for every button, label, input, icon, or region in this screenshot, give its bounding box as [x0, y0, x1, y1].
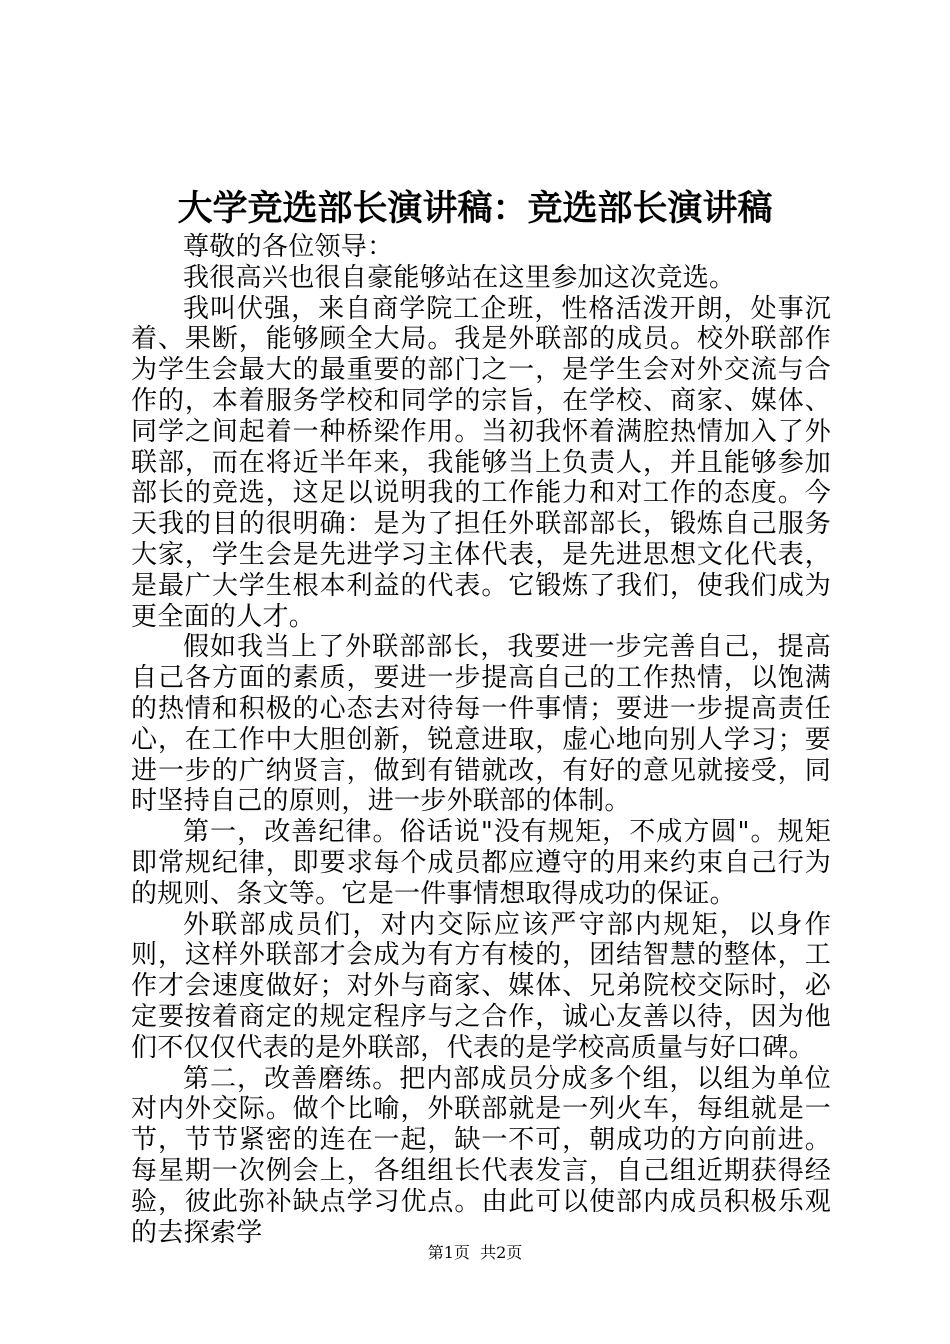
- document-body: [131, 232, 831, 1248]
- paragraph-plan: 假如我当上了外联部部长，我要进一步完善自己，提高自己各方面的素质，要进一步提高自己的工作热情，以饱满的热情和积极的心态去对待每一件事情；要进一步提高责任心，在工作中大胆创新，锐意进取，虚心地向别人学习；要进一步的广纳贤言，做到有错就改，有好的意见就接受，同时坚持自己的原则，进一步外联部的体制。: [131, 632, 831, 817]
- document-title: 大学竞选部长演讲稿：竞选部长演讲稿: [177, 189, 773, 229]
- paragraph-conduct: 外联部成员们，对内交际应该严守部内规矩，以身作则，这样外联部才会成为有方有棱的，团结智慧的整体，工作才会速度做好；对外与商家、媒体、兄弟院校交际时，必定要按着商定的规定程序与之合作，诚心友善以待，因为他们不仅仅代表的是外联部，代表的是学校高质量与好口碑。: [131, 909, 831, 1063]
- paragraph-point-two: 第二，改善磨练。把内部成员分成多个组，以组为单位对内外交际。做个比喻，外联部就是一列火车，每组就是一节，节节紧密的连在一起，缺一不可，朝成功的方向前进。每星期一次例会上，各组组长代表发言，自己组近期获得经验，彼此弥补缺点学习优点。由此可以使部内成员积极乐观的去探索学: [131, 1063, 831, 1248]
- page-number: 第1页: [427, 1243, 470, 1262]
- paragraph-salutation: 尊敬的各位领导：: [183, 232, 394, 262]
- page-total: 共2页: [480, 1243, 523, 1262]
- page-footer: [0, 1241, 950, 1265]
- paragraph-point-one: 第一，改善纪律。俗话说"没有规矩，不成方圆"。规矩即常规纪律，即要求每个成员都应遵守的用来约束自己行为的规则、条文等。它是一件事情想取得成功的保证。: [131, 817, 831, 909]
- paragraph-opening: 我很高兴也很自豪能够站在这里参加这次竞选。: [183, 262, 736, 293]
- paragraph-introduction: 我叫伏强，来自商学院工企班，性格活泼开朗，处事沉着、果断，能够顾全大局。我是外联部的成员。校外联部作为学生会最大的最重要的部门之一，是学生会对外交流与合作的，本着服务学校和同学的宗旨，在学校、商家、媒体、同学之间起着一种桥梁作用。当初我怀着满腔热情加入了外联部，而在将近半年来，我能够当上负责人，并且能够参加部长的竞选，这足以说明我的工作能力和对工作的态度。今天我的目的很明确：是为了担任外联部部长，锻炼自己服务大家，学生会是先进学习主体代表，是先进思想文化代表，是最广大学生根本利益的代表。它锻炼了我们，使我们成为更全面的人才。: [131, 293, 831, 632]
